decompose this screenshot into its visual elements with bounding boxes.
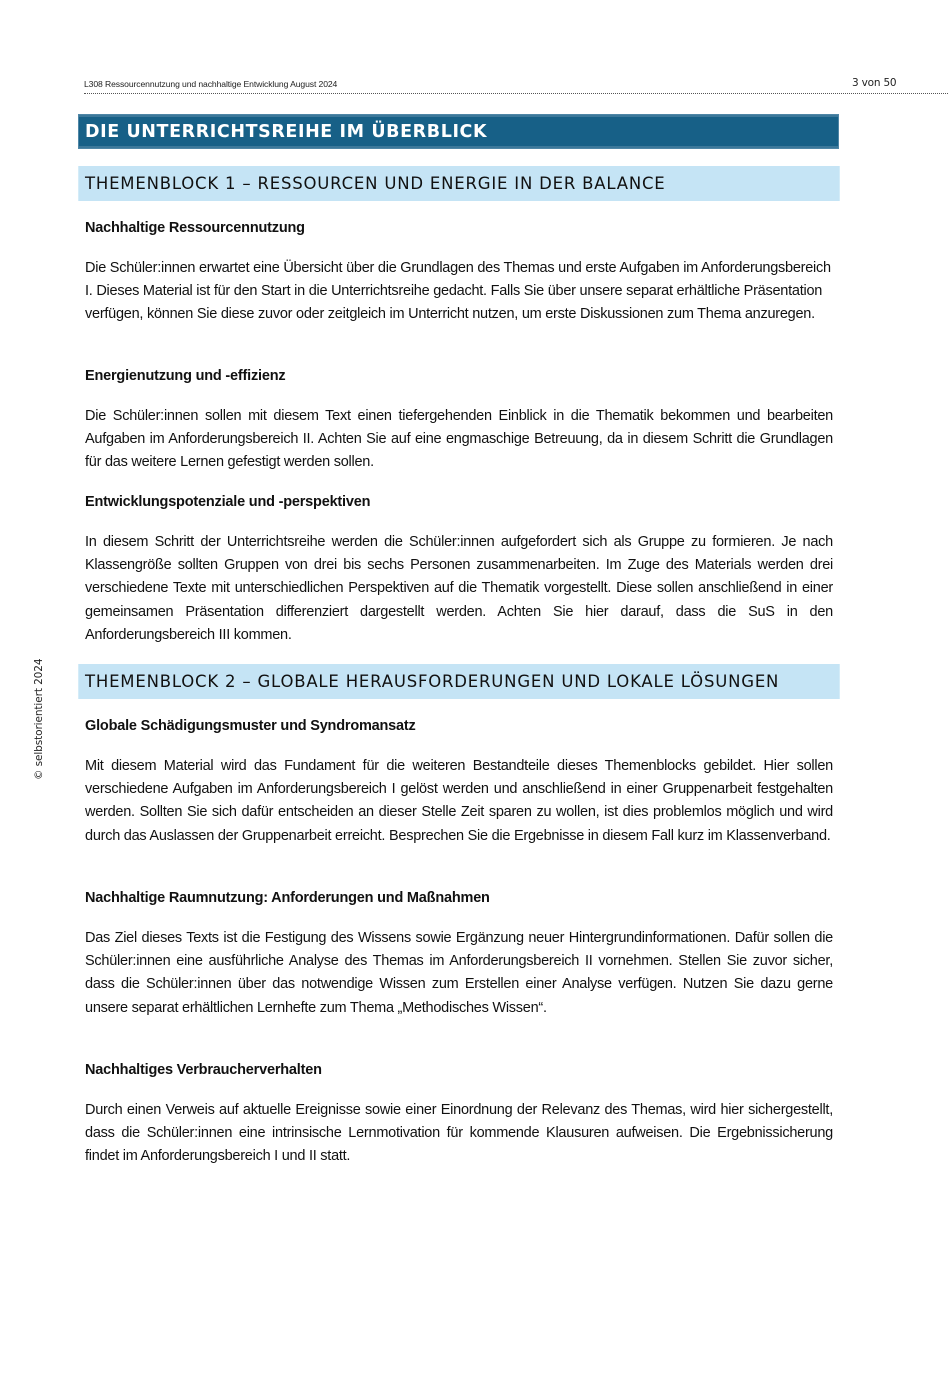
section-body: Das Ziel dieses Texts ist die Festigung des Wissens sowie Ergänzung neuer Hintergrundinformationen. Dafür sollen die Schüler:innen eine ausführliche Analyse des Themas im Anforderungsbereich II vornehmen. Stellen Sie zuvor sicher, dass die Schüler:innen über das notwendige Wissen zum Erstellen einer Analyse verfügen. Nutzen Sie dazu gerne unsere separat erhältlichen Lernhefte zum Thema „Methodisches Wissen“.	[85, 930, 833, 1016]
section-body: Durch einen Verweis auf aktuelle Ereignisse sowie einer Einordnung der Relevanz des Themas, wird hier sichergestellt, dass die Schüler:innen eine intrinsische Lernmotivation für kommende Klausuren aufweisen. Die Ergebnissicherung findet im Anforderungsbereich I und II statt.	[85, 1102, 833, 1165]
section-body: Die Schüler:innen erwartet eine Übersicht über die Grundlagen des Themas und erste Aufgaben im Anforderungsbereich I. Dieses Material ist für den Start in die Unterrichtsreihe gedacht. Falls Sie über unsere separat erhältliche Präsentation verfügen, können Sie diese zuvor oder zeitgleich im Unterricht nutzen, um erste Diskussionen zum Thema anzuregen.	[85, 260, 831, 323]
section-nachhaltige-ressourcennutzung	[85, 218, 833, 327]
section-body: In diesem Schritt der Unterrichtsreihe werden die Schüler:innen aufgefordert sich als Gruppe zu formieren. Je nach Klassengröße sollten Gruppen von drei bis sechs Personen zusammenarbeiten. Im Zuge des Materials werden drei verschiedene Texte mit unterschiedlichen Perspektiven auf die Thematik vorgestellt. Diese sollen anschließend in einer gemeinsamen Präsentation differenziert dargestellt werden. Achten Sie hier darauf, dass die SuS in den Anforderungsbereich III kommen.	[85, 534, 833, 643]
section-nachhaltiges-verbraucherverhalten	[85, 1060, 833, 1169]
themenblock-2-header	[78, 664, 840, 699]
section-body: Die Schüler:innen sollen mit diesem Text einen tiefergehenden Einblick in die Thematik bekommen und bearbeiten Aufgaben im Anforderungsbereich II. Achten Sie auf eine engmaschige Betreuung, da in diesem Schritt die Grundlagen für das weitere Lernen gefestigt werden sollen.	[85, 408, 833, 471]
section-heading: Energienutzung und -effizienz	[85, 368, 286, 384]
themenblock-1-header	[78, 166, 840, 201]
section-energienutzung	[85, 366, 833, 475]
page-number: 3 von 50	[852, 77, 897, 89]
section-heading: Entwicklungspotenziale und -perspektiven	[85, 494, 371, 510]
themenblock-2-title: THEMENBLOCK 2 – GLOBALE HERAUSFORDERUNGEN UND LOKALE LÖSUNGEN	[85, 672, 780, 691]
section-heading: Nachhaltiges Verbraucherverhalten	[85, 1062, 322, 1078]
document-title: L308 Ressourcennutzung und nachhaltige Entwicklung August 2024	[84, 79, 338, 89]
section-entwicklungspotenziale	[85, 492, 833, 647]
themenblock-1-title: THEMENBLOCK 1 – RESSOURCEN UND ENERGIE IN DER BALANCE	[85, 174, 666, 193]
section-nachhaltige-raumnutzung	[85, 888, 833, 1020]
page-header	[84, 77, 948, 94]
section-globale-schaedigungsmuster	[85, 716, 833, 848]
copyright-note: © selbstorientiert 2024	[33, 658, 45, 780]
section-heading: Nachhaltige Raumnutzung: Anforderungen und Maßnahmen	[85, 890, 490, 906]
section-heading: Globale Schädigungsmuster und Syndromansatz	[85, 718, 416, 734]
section-body: Mit diesem Material wird das Fundament für die weiteren Bestandteile dieses Themenblocks gebildet. Hier sollen verschiedene Aufgaben im Anforderungsbereich I gelöst werden und anschließend in einer Gruppenarbeit festgehalten werden. Sollten Sie sich dafür entscheiden an dieser Stelle Zeit sparen zu wollen, ist dies problemlos möglich und wird durch das Auslassen der Gruppenarbeit erreicht. Besprechen Sie die Ergebnisse in diesem Fall kurz im Klassenverband.	[85, 758, 833, 844]
main-title-banner	[78, 114, 839, 149]
page-title: DIE UNTERRICHTSREIHE IM ÜBERBLICK	[85, 122, 488, 142]
section-heading: Nachhaltige Ressourcennutzung	[85, 220, 305, 236]
